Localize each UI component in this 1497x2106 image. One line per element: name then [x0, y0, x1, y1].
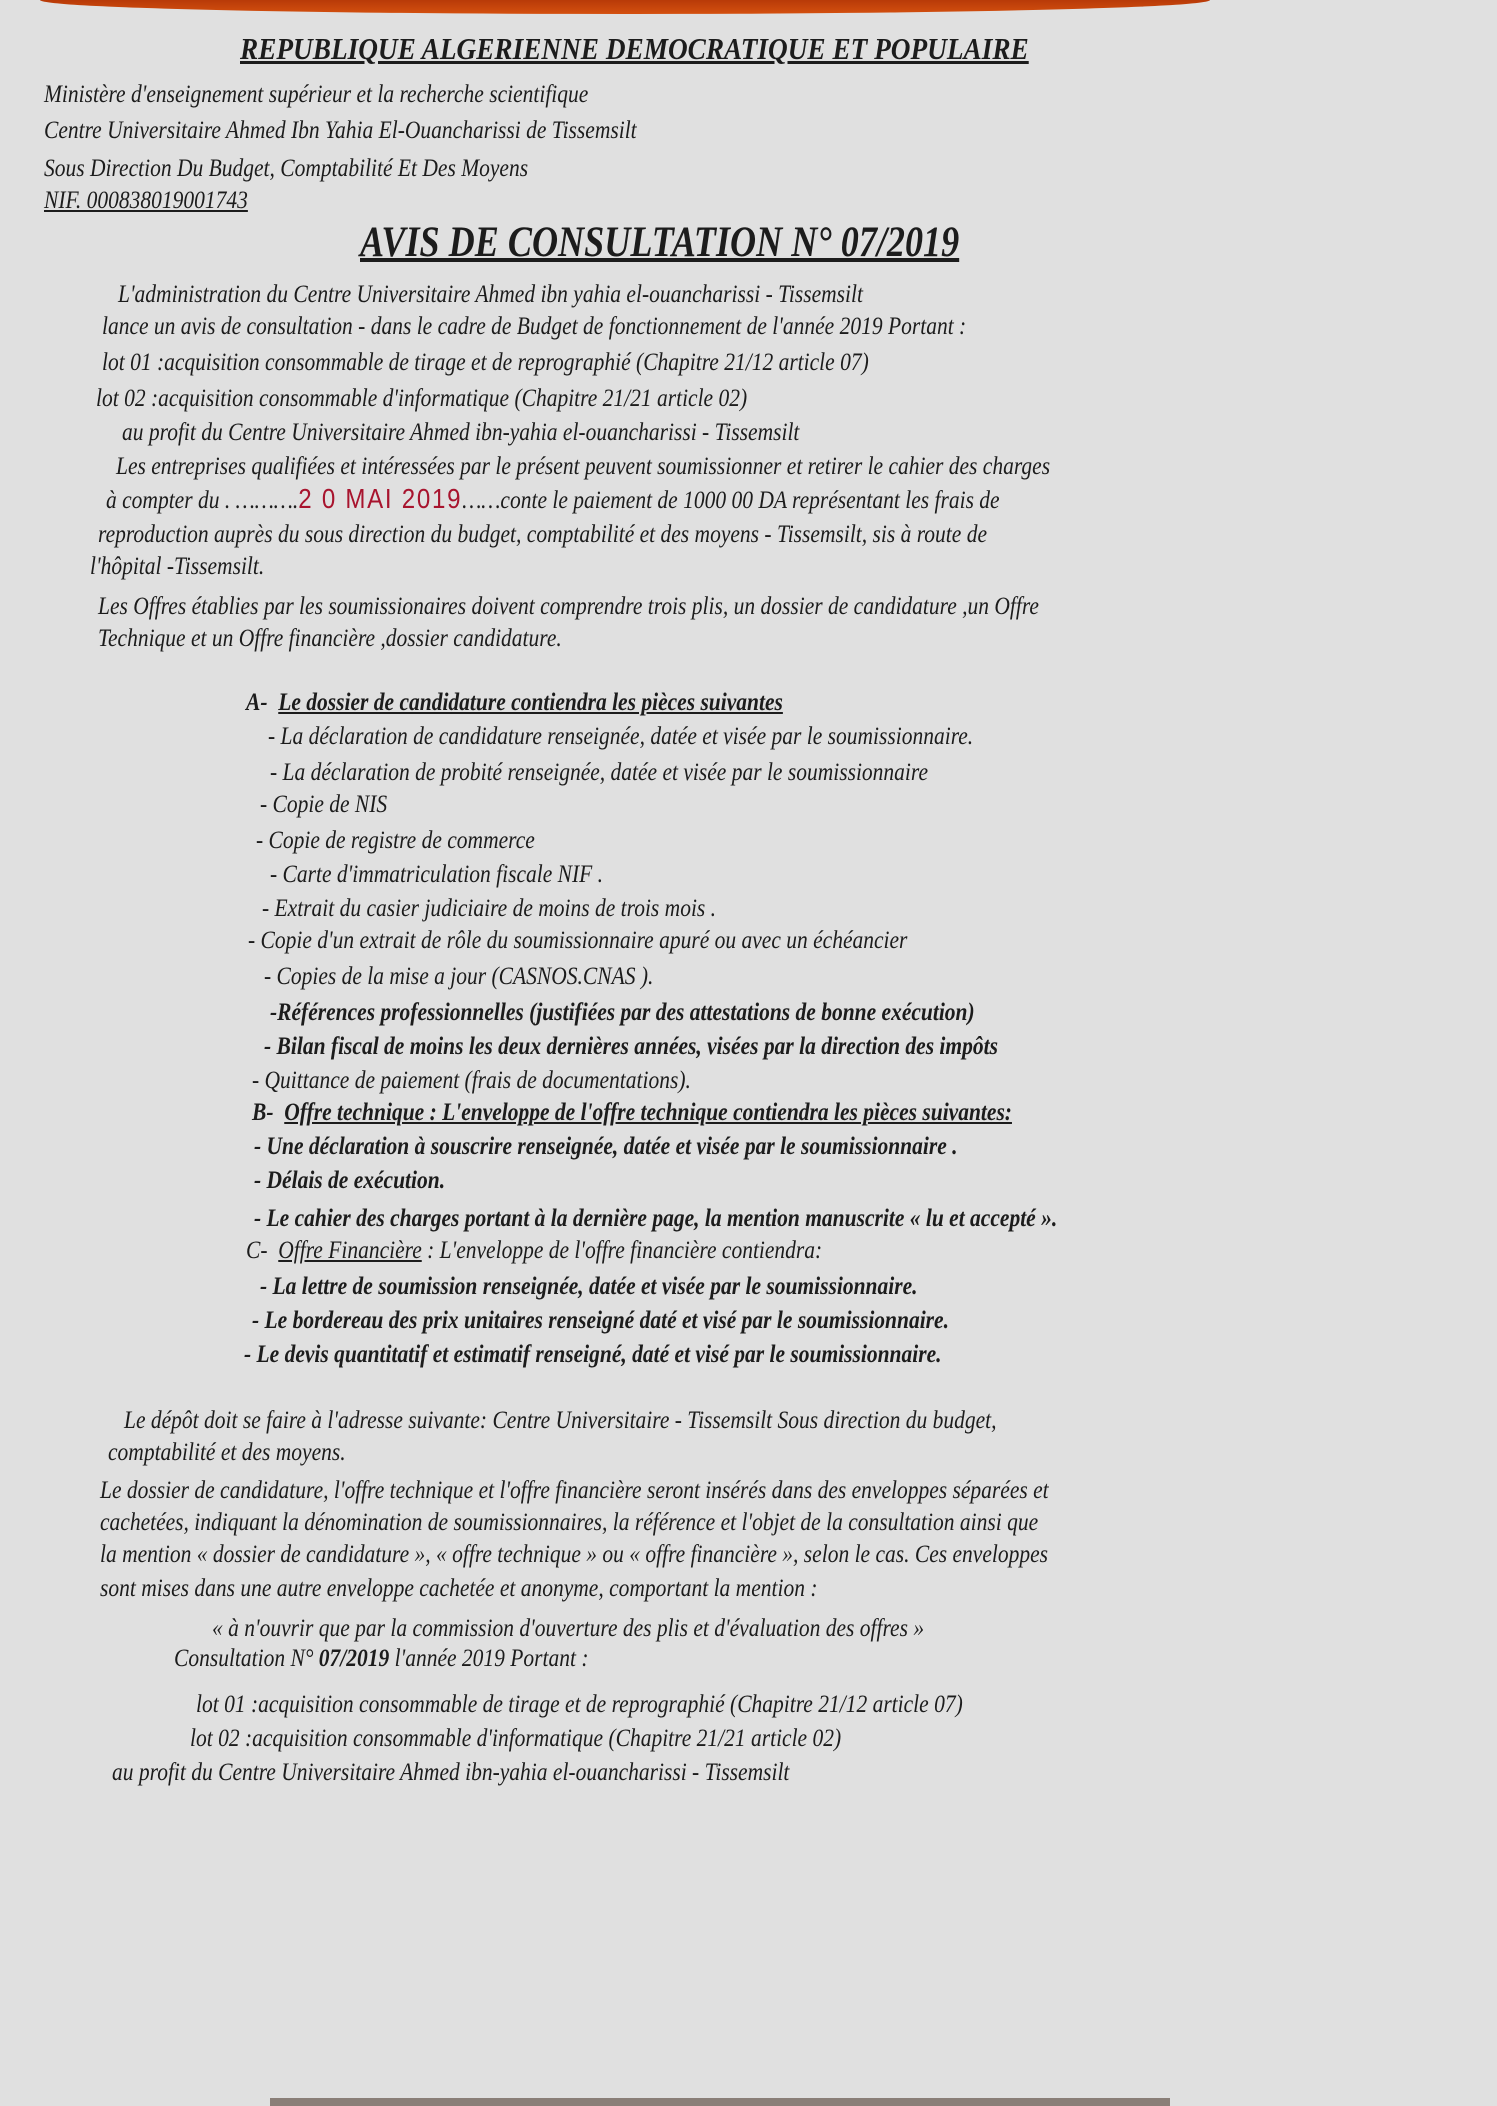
consultation-prefix: Consultation N°	[174, 1645, 319, 1672]
section-a-item: - Carte d'immatriculation fiscale NIF .	[270, 861, 604, 888]
intro-line: lance un avis de consultation - dans le cadre de Budget de fonctionnement de l'année 2019 Portant :	[102, 313, 967, 340]
section-a-item: - Copie d'un extrait de rôle du soumissionnaire apuré ou avec un échéancier	[248, 927, 908, 954]
depot-lot-2: lot 02 :acquisition consommable d'informatique (Chapitre 21/21 article 02)	[190, 1725, 842, 1752]
section-c-item: - La lettre de soumission renseignée, datée et visée par le soumissionnaire.	[260, 1273, 918, 1300]
depot-paragraph: sont mises dans une autre enveloppe cachetée et anonyme, comportant la mention :	[100, 1575, 818, 1602]
section-a-item: - Copie de registre de commerce	[256, 827, 535, 854]
date-stamp: 2 0 MAI 2019	[298, 483, 463, 514]
direction-line: Sous Direction Du Budget, Comptabilité Et Des Moyens	[44, 155, 529, 182]
section-c-heading	[246, 1236, 822, 1266]
intro-compter-line	[106, 484, 1000, 516]
section-b-item: - Délais de exécution.	[254, 1167, 446, 1194]
depot-line: comptabilité et des moyens.	[108, 1439, 346, 1466]
intro-line: L'administration du Centre Universitaire Ahmed ibn yahia el-ouancharissi - Tissemsilt	[118, 281, 863, 308]
intro-profit: au profit du Centre Universitaire Ahmed ibn-yahia el-ouancharissi - Tissemsilt	[122, 419, 800, 446]
intro-offres: Les Offres établies par les soumissionaires doivent comprendre trois plis, un dossier de candidature ,un Offre	[98, 593, 1039, 620]
intro-lot-1: lot 01 :acquisition consommable de tirage et de reprographié (Chapitre 21/12 article 07)	[102, 349, 869, 376]
intro-lot-2: lot 02 :acquisition consommable d'informatique (Chapitre 21/21 article 02)	[96, 385, 748, 412]
section-a-title: Le dossier de candidature contiendra les pièces suivantes	[278, 689, 783, 716]
intro-reproduction: reproduction auprès du sous direction du budget, comptabilité et des moyens - Tissemsilt, sis à route de	[98, 521, 987, 548]
section-c-title: Offre Financière	[278, 1237, 422, 1264]
intro-hopital: l'hôpital -Tissemsilt.	[90, 553, 265, 580]
consultation-line	[174, 1644, 589, 1674]
consultation-number: 07/2019	[318, 1645, 390, 1672]
section-a-item: - Extrait du casier judiciaire de moins de trois mois .	[262, 895, 717, 922]
section-a-item: - La déclaration de candidature renseignée, datée et visée par le soumissionnaire.	[268, 723, 974, 750]
section-b-heading	[252, 1098, 1012, 1128]
section-c-item: - Le devis quantitatif et estimatif renseigné, daté et visé par le soumissionnaire.	[244, 1341, 942, 1368]
page-title: AVIS DE CONSULTATION N° 07/2019	[360, 219, 960, 266]
compter-suffix: ……conte le paiement de 1000 00 DA représentant les frais de	[462, 487, 1000, 514]
section-a-item: - Copies de la mise a jour (CASNOS.CNAS ).	[264, 963, 654, 990]
depot-paragraph: la mention « dossier de candidature », « offre technique » ou « offre financière », selon le cas. Ces enveloppes	[100, 1541, 1049, 1568]
depot-profit: au profit du Centre Universitaire Ahmed ibn-yahia el-ouancharissi - Tissemsilt	[112, 1759, 790, 1786]
intro-offres: Technique et un Offre financière ,dossier candidature.	[98, 625, 562, 652]
nif-line: NIF. 000838019001743	[44, 187, 248, 214]
section-c-item: - Le bordereau des prix unitaires renseigné daté et visé par le soumissionnaire.	[252, 1307, 949, 1334]
section-a-item: -Références professionnelles (justifiées par des attestations de bonne exécution)	[270, 999, 975, 1026]
intro-entreprises: Les entreprises qualifiées et intéressées par le présent peuvent soumissionner et retirer le cahier des charges	[116, 453, 1051, 480]
section-a-item: - La déclaration de probité renseignée, datée et visée par le soumissionnaire	[270, 759, 929, 786]
depot-paragraph: cachetées, indiquant la dénomination de soumissionnaires, la référence et l'objet de la consultation ainsi que	[100, 1509, 1039, 1536]
section-b-item: - Une déclaration à souscrire renseignée, datée et visée par le soumissionnaire .	[254, 1133, 958, 1160]
section-b-prefix: B-	[252, 1099, 274, 1126]
depot-mention: « à n'ouvrir que par la commission d'ouverture des plis et d'évaluation des offres »	[212, 1615, 925, 1642]
section-a-item: - Bilan fiscal de moins les deux dernières années, visées par la direction des impôts	[264, 1033, 998, 1060]
section-b-item: - Le cahier des charges portant à la dernière page, la mention manuscrite « lu et accepté ».	[254, 1205, 1058, 1232]
compter-prefix: à compter du . ……….	[106, 487, 299, 514]
section-a-heading	[246, 688, 783, 718]
section-a-item: - Quittance de paiement (frais de documentations).	[252, 1067, 691, 1094]
section-a-prefix: A-	[246, 689, 268, 716]
section-c-prefix: C-	[246, 1237, 268, 1264]
depot-line: Le dépôt doit se faire à l'adresse suivante: Centre Universitaire - Tissemsilt Sous direction du budget,	[124, 1407, 997, 1434]
consultation-suffix: l'année 2019 Portant :	[389, 1645, 589, 1672]
scan-edge-bottom	[270, 2098, 1170, 2106]
depot-paragraph: Le dossier de candidature, l'offre technique et l'offre financière seront insérés dans des enveloppes séparées et	[100, 1477, 1049, 1504]
ministry-line: Ministère d'enseignement supérieur et la recherche scientifique	[44, 81, 589, 108]
republic-heading: REPUBLIQUE ALGERIENNE DEMOCRATIQUE ET POPULAIRE	[240, 31, 1029, 66]
depot-lot-1: lot 01 :acquisition consommable de tirage et de reprographié (Chapitre 21/12 article 07)	[196, 1691, 963, 1718]
section-a-item: - Copie de NIS	[260, 791, 388, 818]
centre-line: Centre Universitaire Ahmed Ibn Yahia El-Ouancharissi de Tissemsilt	[44, 117, 637, 144]
section-c-title-rest: : L'enveloppe de l'offre financière contiendra:	[421, 1237, 823, 1264]
section-b-title: Offre technique : L'enveloppe de l'offre technique contiendra les pièces suivantes:	[284, 1099, 1012, 1126]
